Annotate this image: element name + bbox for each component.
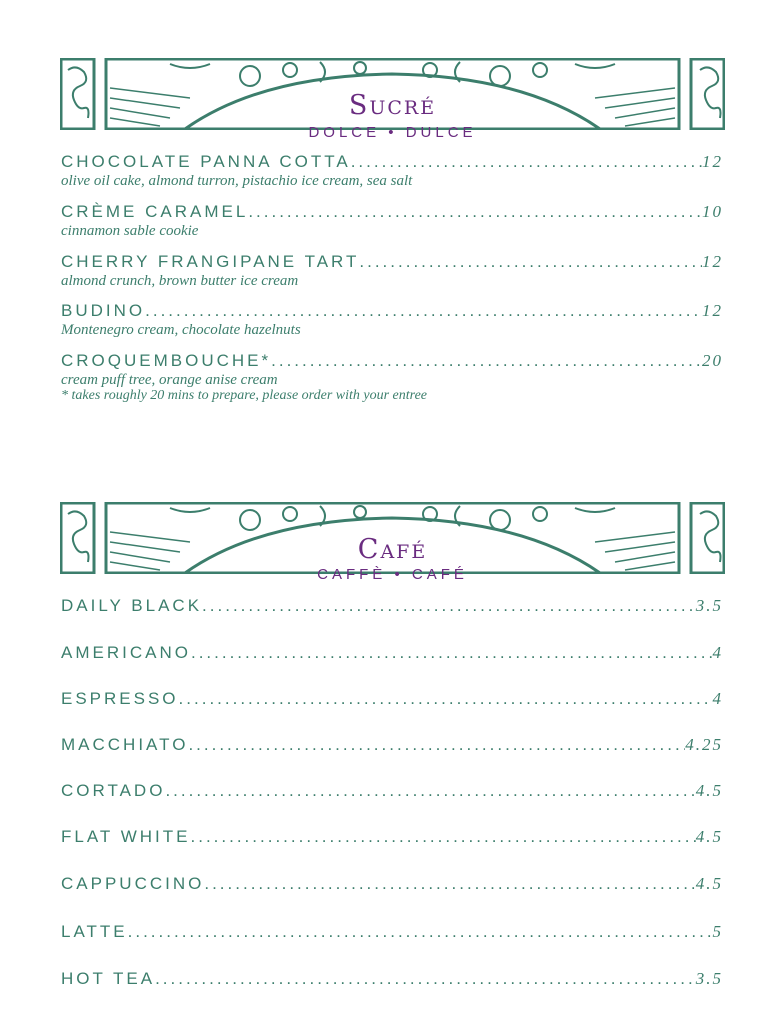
item-name: LATTE: [61, 922, 128, 941]
dot-leader: [202, 595, 696, 617]
dot-leader: [179, 688, 713, 710]
menu-item: [61, 688, 723, 734]
item-name: AMERICANO: [61, 643, 191, 662]
menu-item: [61, 350, 723, 410]
item-name: CROQUEMBOUCHE*: [61, 351, 272, 370]
coffee-banner: [60, 502, 725, 583]
coffee-section-title: Café: [357, 534, 428, 565]
item-price: 4.25: [685, 735, 723, 754]
dot-leader: [128, 921, 713, 943]
dot-leader: [155, 968, 696, 990]
dot-leader: [359, 251, 702, 273]
item-name: CAPPUCCINO: [61, 874, 205, 893]
item-name: DAILY BLACK: [61, 596, 203, 615]
item-price: 3.5: [695, 596, 723, 615]
dot-leader: [351, 151, 702, 173]
item-name: BUDINO: [61, 301, 146, 320]
item-name: CRÈME CARAMEL: [61, 202, 249, 221]
dot-leader: [271, 350, 702, 372]
dessert-section-subtitle: DOLCE • DULCE: [308, 124, 477, 141]
menu-item: [61, 201, 723, 251]
item-price: 3.5: [695, 969, 723, 988]
item-note: * takes roughly 20 mins to prepare, please order with your entree: [61, 388, 428, 403]
menu-item: [61, 734, 723, 780]
item-name: HOT TEA: [61, 969, 156, 988]
dessert-banner: [60, 58, 725, 141]
dessert-section-title: Sucré: [348, 90, 437, 121]
dot-leader: [145, 300, 702, 322]
item-description: olive oil cake, almond turron, pistachio ice cream, sea salt: [61, 173, 413, 189]
item-price: 5: [712, 922, 723, 941]
item-price: 4.5: [695, 781, 723, 800]
item-name: ESPRESSO: [61, 689, 179, 708]
menu-item: [61, 642, 723, 688]
dot-leader: [188, 734, 685, 756]
menu-item: [61, 251, 723, 300]
dot-leader: [248, 201, 702, 223]
item-price: 4: [712, 689, 723, 708]
item-price: 4.5: [695, 874, 723, 893]
menu-item: [61, 595, 723, 642]
item-name: MACCHIATO: [61, 735, 189, 754]
menu-item: [61, 921, 723, 968]
menu-item: [61, 873, 723, 921]
item-price: 12: [702, 252, 723, 271]
dot-leader: [191, 826, 696, 848]
item-description: Montenegro cream, chocolate hazelnuts: [61, 322, 301, 338]
dot-leader: [204, 873, 695, 895]
item-name: FLAT WHITE: [61, 827, 191, 846]
dot-leader: [191, 642, 713, 664]
item-description: cinnamon sable cookie: [61, 223, 199, 239]
item-description: cream puff tree, orange anise cream: [61, 372, 278, 388]
item-description: almond crunch, brown butter ice cream: [61, 273, 299, 289]
item-price: 12: [702, 301, 723, 320]
item-price: 10: [702, 202, 723, 221]
coffee-section-subtitle: CAFFÈ • CAFÉ: [317, 566, 468, 583]
item-price: 20: [702, 351, 723, 370]
item-price: 12: [702, 152, 723, 171]
item-price: 4.5: [695, 827, 723, 846]
dessert-menu: [61, 151, 723, 410]
item-name: CHOCOLATE PANNA COTTA: [61, 152, 351, 171]
menu-item: [61, 780, 723, 826]
item-name: CHERRY FRANGIPANE TART: [61, 252, 360, 271]
menu-item: [61, 826, 723, 873]
menu-item: [61, 151, 723, 201]
item-name: CORTADO: [61, 781, 166, 800]
menu-item: [61, 300, 723, 350]
dot-leader: [165, 780, 695, 802]
coffee-menu: [61, 595, 723, 998]
menu-item: [61, 968, 723, 998]
item-price: 4: [712, 643, 723, 662]
